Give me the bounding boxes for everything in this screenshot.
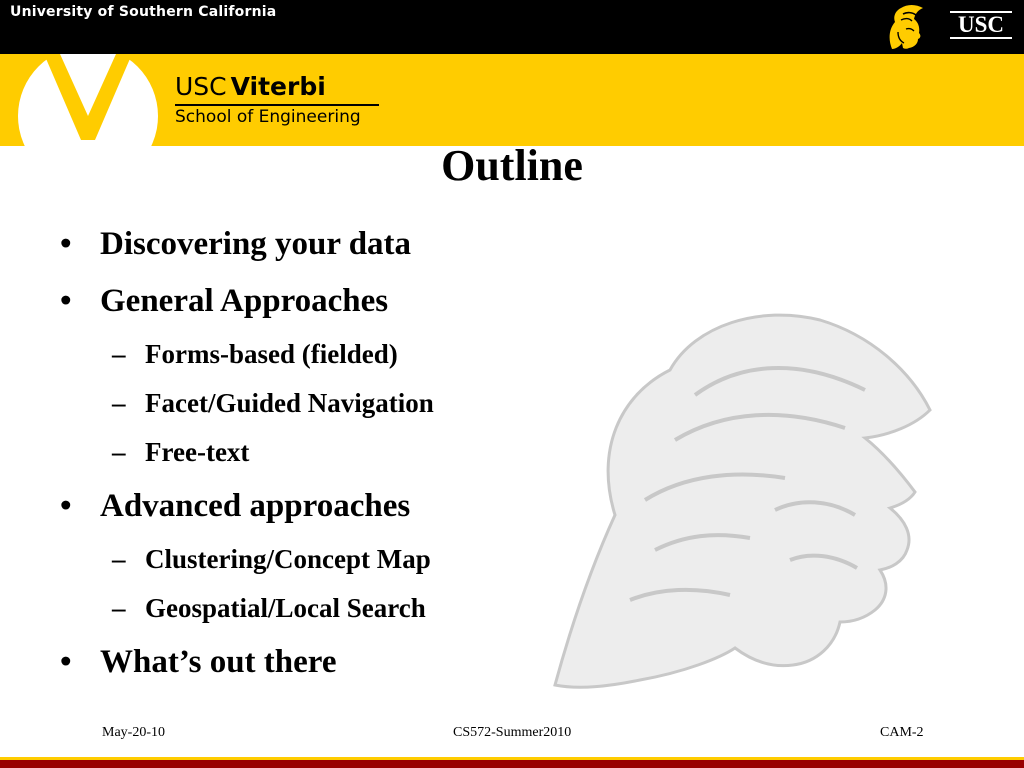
bullet-general-approaches: • General Approaches <box>100 281 388 321</box>
viterbi-usc-text: USC <box>175 72 227 101</box>
bullet-whats-out-there: • What’s out there <box>100 642 336 682</box>
slide-title: Outline <box>441 141 583 190</box>
subbullet-free-text: – Free-text <box>145 435 249 469</box>
bullet-discovering-your-data: • Discovering your data <box>100 224 411 264</box>
footer-date: May-20-10 <box>102 725 165 740</box>
usc-logo: USC <box>950 11 1012 39</box>
subbullet-clustering-concept-map: – Clustering/Concept Map <box>145 542 431 576</box>
footer-bar <box>0 757 1024 768</box>
footer-page-number: CAM-2 <box>880 725 924 740</box>
bullet-advanced-approaches: • Advanced approaches <box>100 486 410 526</box>
subbullet-forms-based: – Forms-based (fielded) <box>145 337 398 371</box>
subbullet-facet-guided-navigation: – Facet/Guided Navigation <box>145 386 434 420</box>
footer-course: CS572-Summer2010 <box>453 725 572 740</box>
subbullet-geospatial-local-search: – Geospatial/Local Search <box>145 591 426 625</box>
viterbi-school-text: School of Engineering <box>175 107 361 127</box>
university-name: University of Southern California <box>10 4 277 20</box>
viterbi-name-text: Viterbi <box>230 72 326 101</box>
